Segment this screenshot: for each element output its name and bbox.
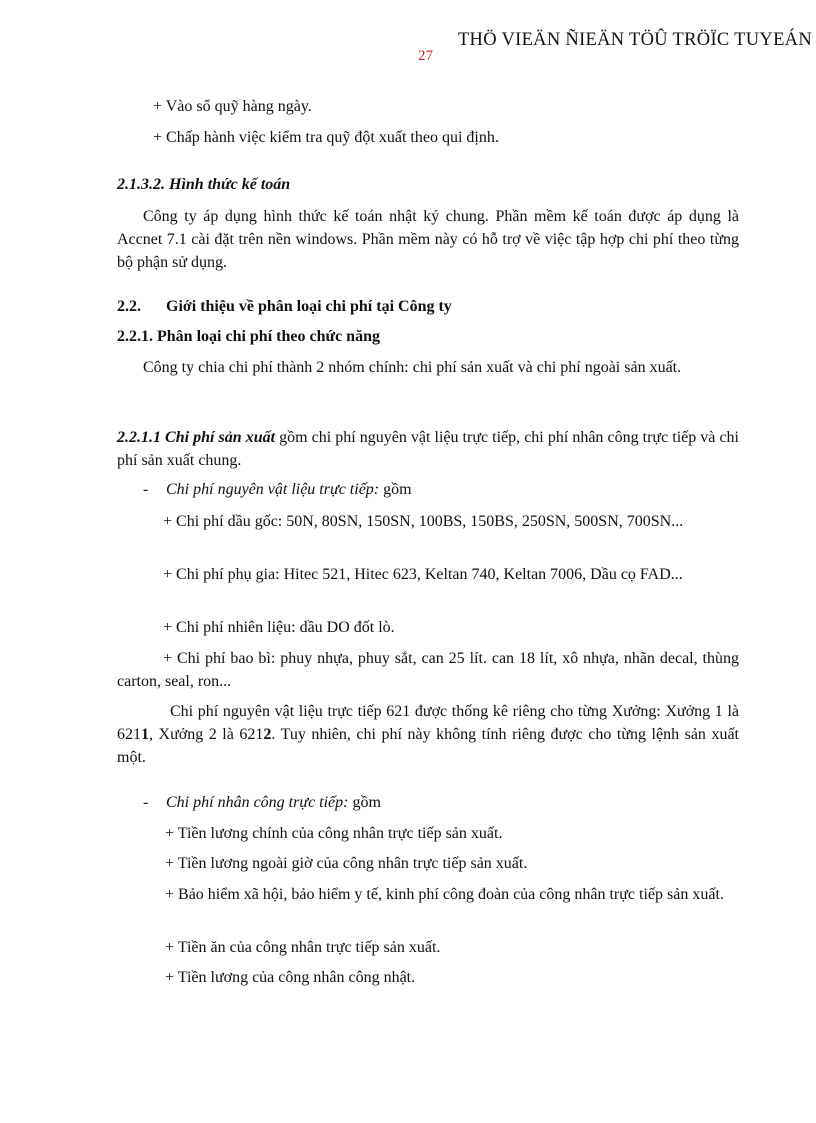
paragraph bbox=[117, 426, 739, 472]
paragraph-text: Chi phí nguyên vật liệu trực tiếp 621 được thống kê riêng cho từng Xưởng: Xưởng 1 là 621 bbox=[117, 703, 739, 743]
list-heading-label: Chi phí nhân công trực tiếp: bbox=[166, 794, 349, 811]
list-item: + Chi phí bao bì: phuy nhựa, phuy sắt, can 25 lít. can 18 lít, xô nhựa, nhãn decal, thùng carton, seal, ron... bbox=[117, 650, 739, 690]
list-item: + Tiền lương ngoài giờ của công nhân trực tiếp sản xuất. bbox=[165, 855, 528, 872]
account-suffix: 2 bbox=[263, 726, 272, 743]
list-item: + Tiền lương chính của công nhân trực tiếp sản xuất. bbox=[165, 825, 503, 842]
list-item: + Chi phí phụ gia: Hitec 521, Hitec 623, Keltan 740, Keltan 7006, Dầu cọ FAD... bbox=[163, 566, 683, 583]
section-heading-2-1-3-2: 2.1.3.2. Hình thức kế toán bbox=[117, 176, 291, 193]
section-number-2-2: 2.2. bbox=[117, 298, 141, 315]
bullet-dash: - bbox=[143, 481, 149, 498]
list-heading-label: Chi phí nguyên vật liệu trực tiếp: bbox=[166, 481, 380, 498]
paragraph: Công ty chia chi phí thành 2 nhóm chính: chi phí sản xuất và chi phí ngoài sản xuất. bbox=[143, 359, 682, 376]
paragraph bbox=[117, 700, 739, 769]
library-header: THÖ VIEÄN ÑIEÄN TÖÛ TRÖÏC TUYEÁN bbox=[457, 30, 812, 50]
list-item: + Chi phí nhiên liệu: dầu DO đốt lò. bbox=[163, 619, 395, 636]
list-item: + Chấp hành việc kiểm tra quỹ đột xuất theo qui định. bbox=[153, 129, 499, 146]
section-heading-2-2: Giới thiệu về phân loại chi phí tại Công ty bbox=[166, 298, 452, 315]
bullet-dash: - bbox=[143, 794, 149, 811]
list-heading-rest: gồm bbox=[348, 794, 381, 811]
list-item: + Vào sổ quỹ hàng ngày. bbox=[153, 98, 312, 115]
paragraph-text: , Xưởng 2 là 621 bbox=[149, 726, 264, 743]
list-heading bbox=[166, 793, 381, 813]
paragraph-text: . Tuy nhiên, chi phí này không tính riêng được cho từng lệnh sản xuất một. bbox=[117, 726, 739, 766]
paragraph: Công ty áp dụng hình thức kế toán nhật ký chung. Phần mềm kế toán được áp dụng là Accnet 7.1 cài đặt trên nền windows. Phần mềm này có hỗ trợ về việc tập hợp chi phí theo từng bộ phận sử dụng. bbox=[117, 208, 739, 271]
page-number: 27 bbox=[418, 48, 433, 64]
account-suffix: 1 bbox=[141, 726, 149, 743]
section-heading-2-2-1: 2.2.1. Phân loại chi phí theo chức năng bbox=[117, 328, 380, 345]
list-item: + Tiền lương của công nhân công nhật. bbox=[165, 969, 416, 986]
list-item: + Tiền ăn của công nhân trực tiếp sản xuất. bbox=[165, 939, 441, 956]
paragraph-text: gồm chi phí nguyên vật liệu trực tiếp, chi phí nhân công trực tiếp và chi phí sản xuất chung. bbox=[117, 429, 739, 469]
subsection-heading-2-2-1-1: 2.2.1.1 Chi phí sản xuất bbox=[117, 429, 276, 446]
list-item: + Chi phí dầu gốc: 50N, 80SN, 150SN, 100BS, 150BS, 250SN, 500SN, 700SN... bbox=[163, 513, 684, 530]
list-heading bbox=[166, 480, 412, 500]
list-item: + Bảo hiểm xã hội, bảo hiểm y tế, kinh phí công đoàn của công nhân trực tiếp sản xuất. bbox=[165, 886, 724, 903]
list-heading-rest: gồm bbox=[379, 481, 412, 498]
